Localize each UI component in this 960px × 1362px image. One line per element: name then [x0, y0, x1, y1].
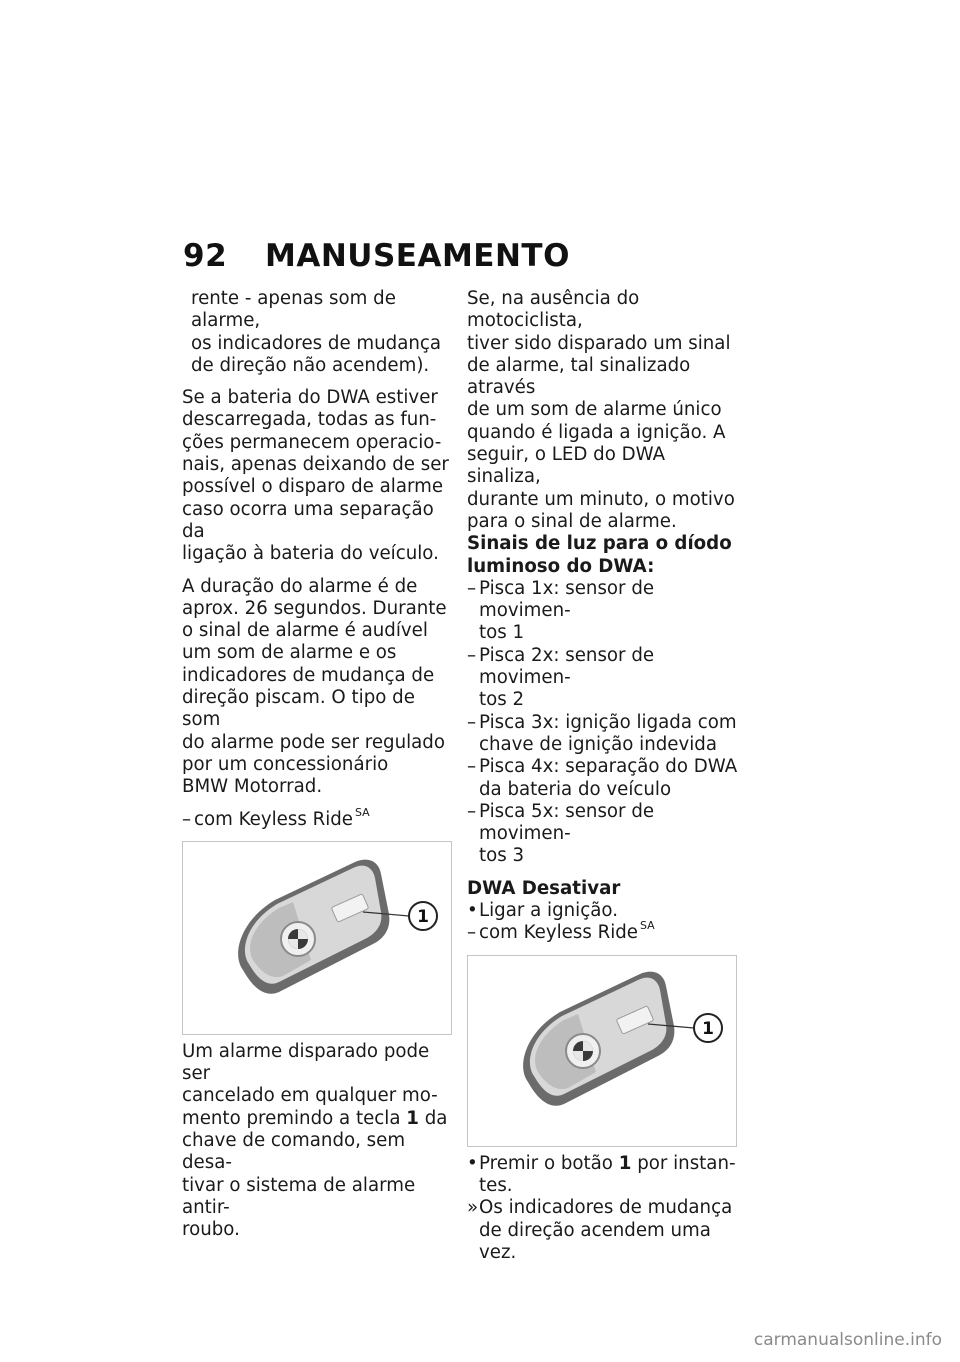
dash-mark: –	[182, 808, 192, 830]
dash-mark: –	[467, 800, 477, 822]
sa-superscript: SA	[355, 805, 370, 819]
paragraph-continuation	[182, 288, 454, 377]
page-number: 92	[183, 238, 228, 274]
text-line: de direção não acendem).	[191, 354, 430, 376]
text-line: direção piscam. O tipo de som	[182, 687, 415, 731]
text-line: seguir, o LED do DWA sinaliza,	[467, 444, 666, 488]
text-line: tos 1	[479, 622, 525, 644]
text-line: Um alarme disparado pode ser	[182, 1040, 430, 1085]
text-line: tivar o sistema de alarme antir-	[182, 1174, 416, 1218]
text-line: tos 2	[479, 689, 525, 711]
text-line: rente - apenas som de alarme,	[191, 288, 396, 332]
keyless-condition	[182, 805, 454, 833]
dash-mark: –	[467, 644, 477, 666]
text-line: A duração do alarme é de	[182, 575, 418, 597]
text-line: Pisca 3x: ignição ligada com	[479, 711, 737, 733]
text-line: durante um minuto, o motivo	[467, 488, 735, 510]
dash-mark: –	[467, 756, 477, 778]
dash-mark: –	[467, 711, 477, 733]
text-line: ligação à bateria do veículo.	[182, 543, 439, 565]
bullet-mark: •	[467, 1152, 478, 1174]
step-press-button	[467, 1153, 739, 1198]
text-line: de um som de alarme único	[467, 399, 722, 421]
right-column	[467, 288, 739, 1264]
key-fob-illustration	[183, 842, 451, 1034]
text-line: Se, na ausência do motociclista,	[467, 288, 640, 332]
left-column	[182, 288, 454, 1242]
key-figure	[182, 841, 452, 1035]
text-line: BMW Motorrad.	[182, 776, 323, 798]
text-line: indicadores de mudança de	[182, 664, 435, 686]
callout-1: 1	[417, 906, 429, 927]
key-fob-illustration	[468, 956, 736, 1146]
text-line: de alarme, tal sinalizado através	[467, 354, 691, 399]
callout-1: 1	[702, 1018, 714, 1039]
text-line: de direção acendem uma vez.	[479, 1219, 711, 1263]
heading-led-signals	[467, 533, 739, 578]
text-line: do alarme pode ser regulado	[182, 731, 445, 753]
text-line: da bateria do veículo	[479, 778, 672, 800]
watermark: carmanualsonline.info	[753, 1330, 942, 1350]
list-item	[467, 756, 739, 801]
key-figure	[467, 955, 737, 1147]
text-line: caso ocorra uma separação da	[182, 498, 434, 542]
keyless-label: com Keyless Ride	[479, 922, 638, 944]
text-line: descarregada, todas as fun-	[182, 409, 437, 431]
text-line: Os indicadores de mudança	[479, 1197, 733, 1219]
text-line: Pisca 1x: sensor de movimen-	[479, 577, 655, 622]
page-header	[183, 238, 570, 274]
list-item	[467, 712, 739, 757]
text-line: um som de alarme e os	[182, 642, 397, 664]
heading-line: luminoso do DWA:	[467, 555, 655, 577]
key-reference: 1	[406, 1107, 419, 1129]
heading-dwa-deactivate: DWA Desativar	[467, 877, 621, 899]
heading-line: Sinais de luz para o díodo	[467, 533, 732, 555]
sa-superscript: SA	[640, 919, 655, 933]
dash-mark: –	[467, 922, 477, 944]
text-line: chave de ignição indevida	[479, 733, 717, 755]
list-item	[467, 645, 739, 712]
text-line: ções permanecem operacio-	[182, 431, 442, 453]
text-line: cancelado em qualquer mo-	[182, 1085, 438, 1107]
paragraph-absent-rider	[467, 288, 739, 533]
text-line: o sinal de alarme é audível	[182, 620, 428, 642]
text-line: Pisca 2x: sensor de movimen-	[479, 644, 655, 689]
text-line: os indicadores de mudança	[191, 332, 442, 354]
text-line: nais, apenas deixando de ser	[182, 454, 449, 476]
text-line: tes.	[479, 1174, 513, 1196]
bullet-mark: •	[467, 900, 478, 922]
text-line: tos 3	[479, 845, 525, 867]
step-result	[467, 1197, 739, 1264]
list-item	[467, 578, 739, 645]
keyless-condition	[467, 919, 739, 946]
text-line: roubo.	[182, 1219, 240, 1241]
text-line: Pisca 4x: separação do DWA	[479, 756, 738, 778]
text-line: tiver sido disparado um sinal	[467, 332, 731, 354]
paragraph-duration	[182, 576, 454, 799]
text-line: quando é ligada a ignição. A	[467, 421, 726, 443]
result-mark: »	[467, 1197, 479, 1219]
step-ignition	[467, 900, 739, 922]
text-line: Ligar a ignição.	[479, 900, 618, 922]
list-item	[467, 801, 739, 868]
text-line: Premir o botão 1 por instan-	[479, 1152, 736, 1174]
text-line: por um concessionário	[182, 753, 389, 775]
key-reference: 1	[618, 1152, 632, 1174]
text-line: aprox. 26 segundos. Durante	[182, 597, 447, 619]
text-line: chave de comando, sem desa-	[182, 1130, 406, 1174]
dash-mark: –	[467, 577, 477, 599]
section-title: MANUSEAMENTO	[265, 238, 570, 274]
text-line: mento premindo a tecla 1 da	[182, 1107, 448, 1129]
text-line: possível o disparo de alarme	[182, 476, 444, 498]
paragraph-battery	[182, 387, 454, 565]
keyless-label: com Keyless Ride	[194, 808, 353, 830]
text-line: para o sinal de alarme.	[467, 510, 677, 532]
paragraph-cancel	[182, 1041, 454, 1242]
text-line: Se a bateria do DWA estiver	[182, 387, 438, 409]
text-line: Pisca 5x: sensor de movimen-	[479, 800, 655, 845]
